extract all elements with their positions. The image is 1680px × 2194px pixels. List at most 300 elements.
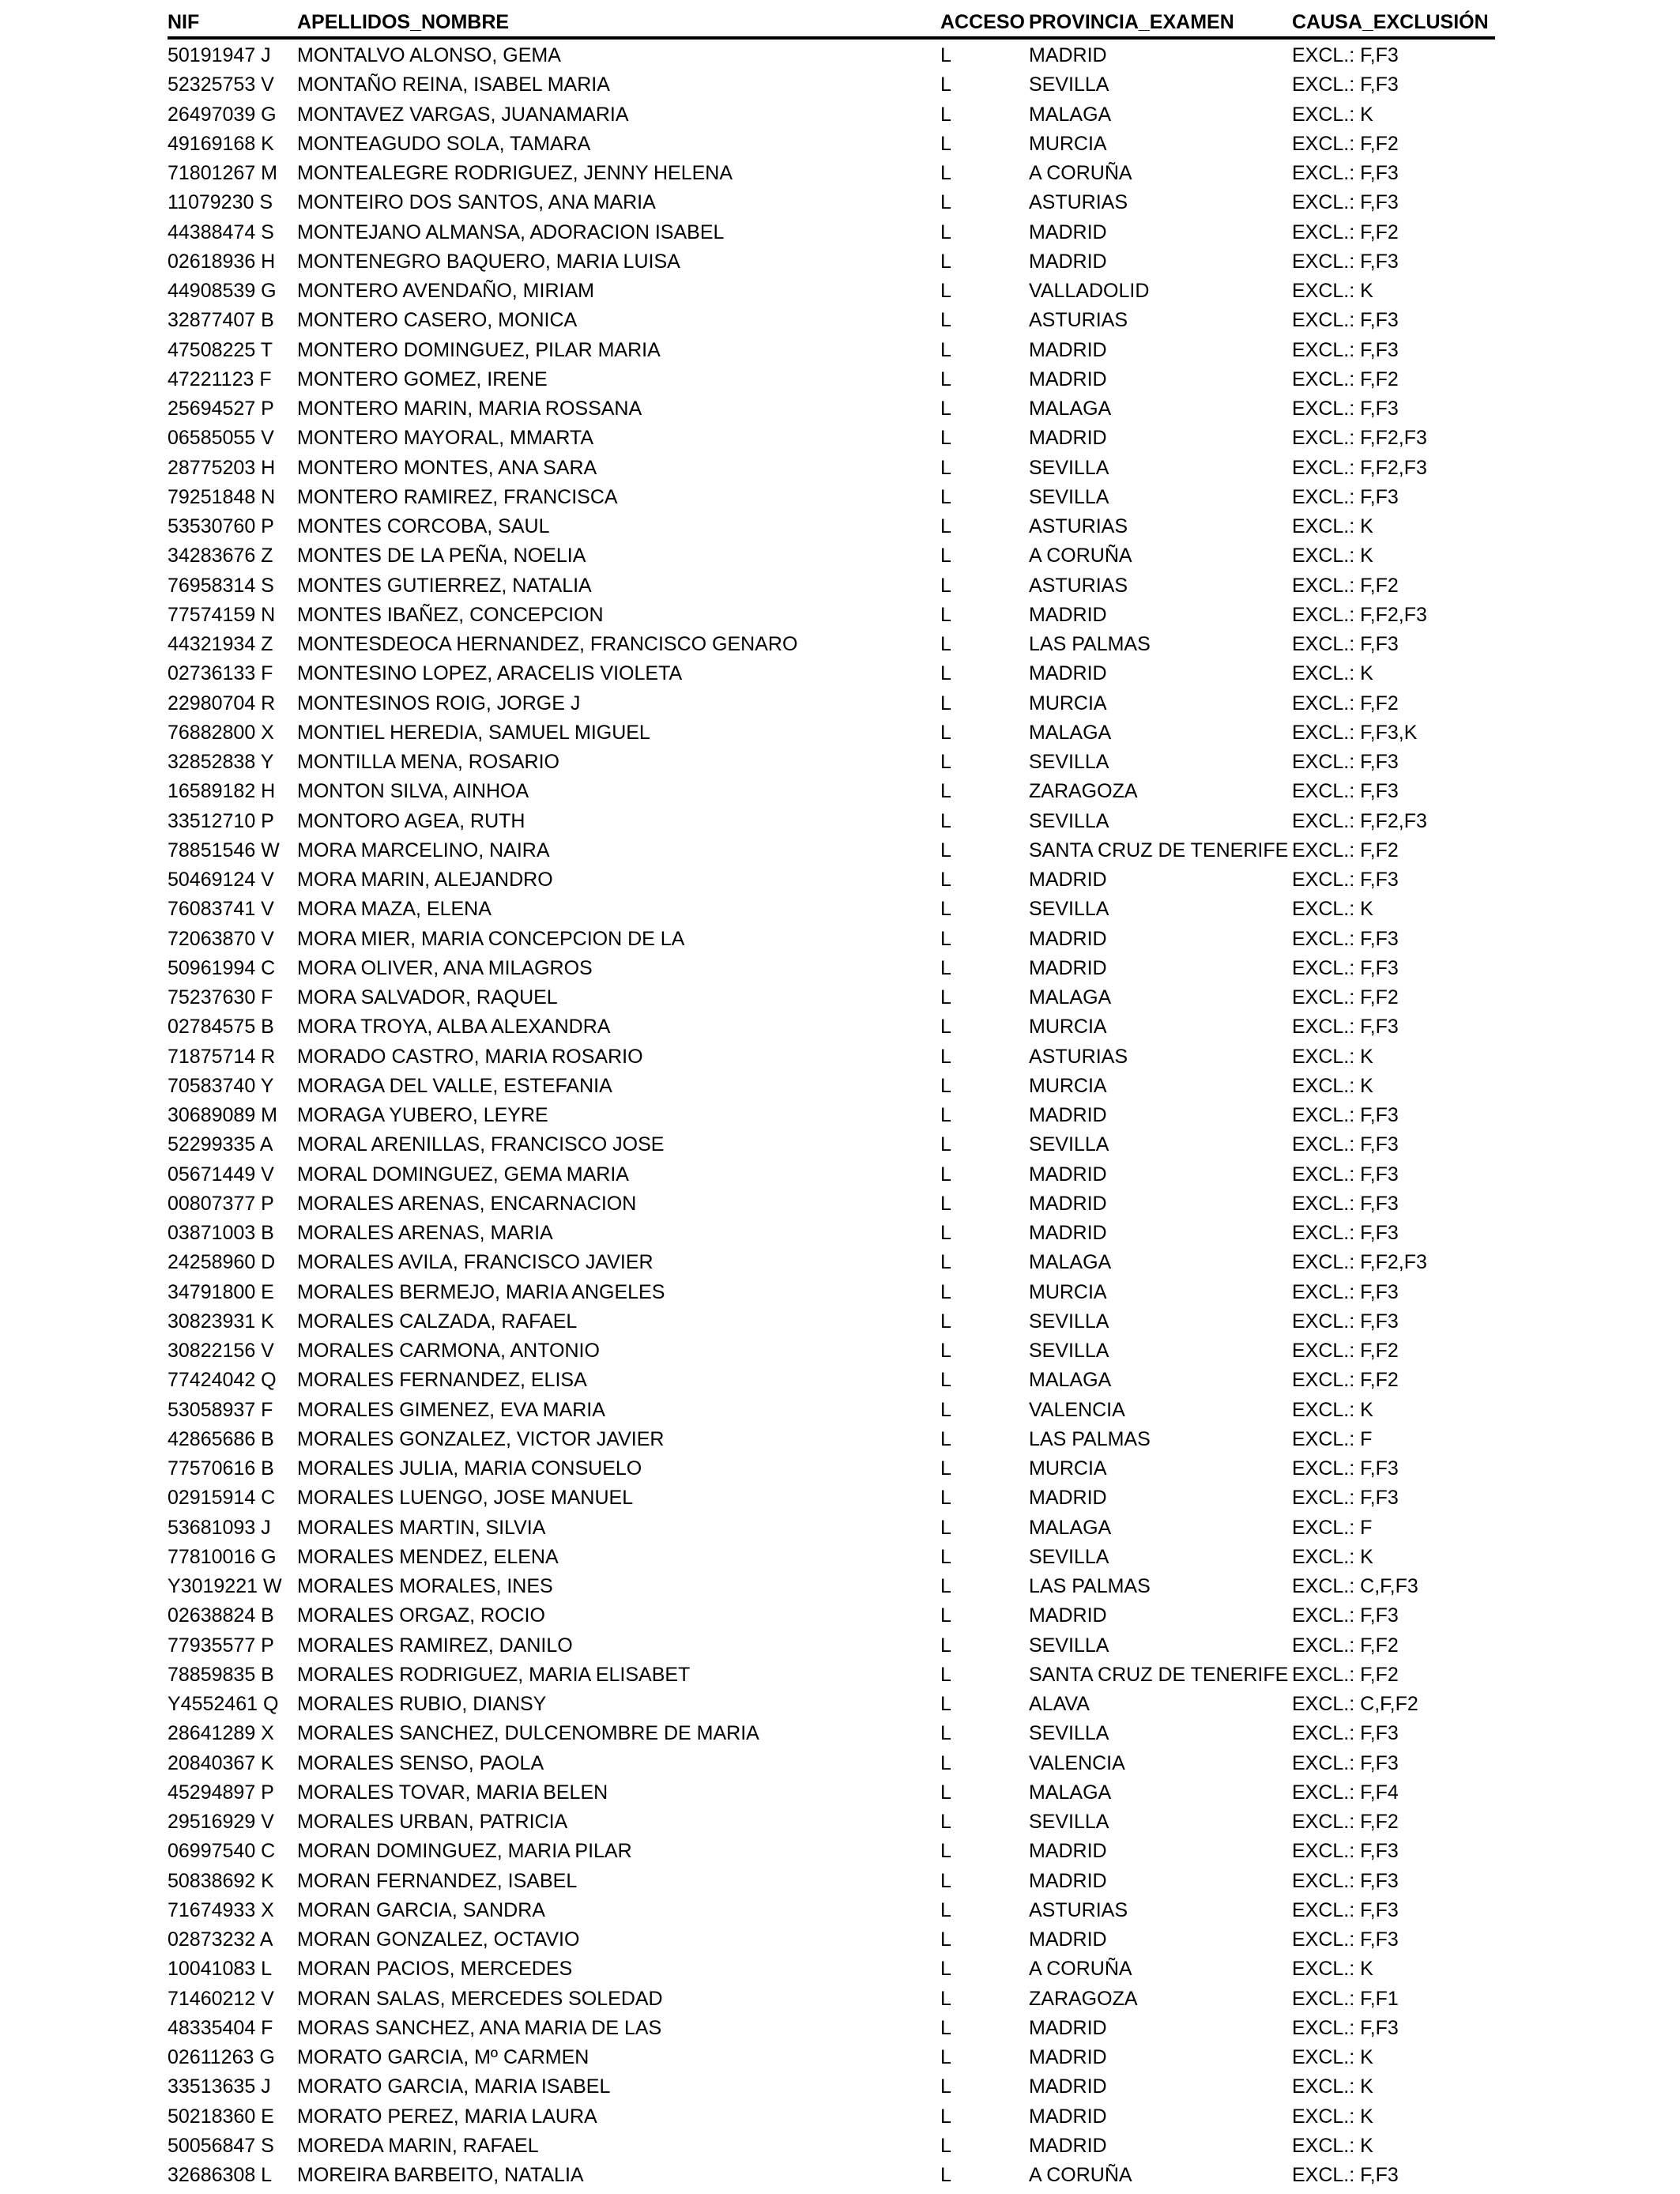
cell-acceso: L — [940, 1634, 951, 1657]
cell-acceso: L — [940, 692, 951, 714]
cell-causa-exclusion: EXCL.: F,F3 — [1292, 927, 1399, 950]
cell-nif: 28641289 X — [168, 1722, 274, 1745]
cell-nif: 06585055 V — [168, 427, 274, 450]
cell-causa-exclusion: EXCL.: F,F2 — [1292, 1634, 1399, 1657]
cell-acceso: L — [940, 1663, 951, 1686]
cell-provincia-examen: MADRID — [1029, 1222, 1107, 1244]
cell-acceso: L — [940, 898, 951, 921]
cell-nif: 53058937 F — [168, 1398, 273, 1421]
cell-causa-exclusion: EXCL.: F,F4 — [1292, 1781, 1399, 1804]
cell-apellidos-nombre: MORALES JULIA, MARIA CONSUELO — [297, 1457, 642, 1480]
table-row — [0, 454, 1680, 483]
cell-causa-exclusion: EXCL.: F,F3 — [1292, 398, 1399, 420]
cell-apellidos-nombre: MONTERO RAMIREZ, FRANCISCA — [297, 485, 618, 508]
cell-apellidos-nombre: MONTENEGRO BAQUERO, MARIA LUISA — [297, 250, 680, 273]
table-row — [0, 541, 1680, 571]
table-row — [0, 159, 1680, 188]
cell-provincia-examen: ASTURIAS — [1029, 574, 1128, 597]
cell-provincia-examen: SEVILLA — [1029, 74, 1109, 96]
cell-nif: 77574159 N — [168, 603, 276, 626]
cell-nif: 03871003 B — [168, 1222, 274, 1244]
table-row — [0, 1572, 1680, 1601]
table-body — [0, 41, 1680, 2190]
cell-nif: 47221123 F — [168, 368, 272, 390]
cell-apellidos-nombre: MONTES DE LA PEÑA, NOELIA — [297, 545, 586, 567]
cell-apellidos-nombre: MORAL ARENILLAS, FRANCISCO JOSE — [297, 1133, 665, 1156]
cell-causa-exclusion: EXCL.: K — [1292, 898, 1373, 921]
cell-causa-exclusion: EXCL.: F,F2 — [1292, 692, 1399, 714]
cell-provincia-examen: A CORUÑA — [1029, 162, 1132, 184]
cell-causa-exclusion: EXCL.: F,F3 — [1292, 633, 1399, 655]
cell-provincia-examen: A CORUÑA — [1029, 2164, 1132, 2186]
cell-acceso: L — [940, 1604, 951, 1627]
cell-acceso: L — [940, 1016, 951, 1039]
cell-provincia-examen: MADRID — [1029, 869, 1107, 891]
cell-provincia-examen: MADRID — [1029, 2016, 1107, 2039]
cell-causa-exclusion: EXCL.: F,F3 — [1292, 2016, 1399, 2039]
cell-acceso: L — [940, 103, 951, 126]
header-nif: NIF — [168, 11, 200, 33]
cell-acceso: L — [940, 1340, 951, 1362]
cell-causa-exclusion: EXCL.: K — [1292, 2105, 1373, 2128]
cell-apellidos-nombre: MORA MAZA, ELENA — [297, 898, 492, 921]
cell-causa-exclusion: EXCL.: F,F3 — [1292, 1310, 1399, 1333]
table-row — [0, 2014, 1680, 2043]
cell-nif: 44388474 S — [168, 221, 274, 243]
cell-nif: 71801267 M — [168, 162, 278, 184]
cell-acceso: L — [940, 1074, 951, 1097]
cell-causa-exclusion: EXCL.: F,F3 — [1292, 1722, 1399, 1745]
cell-acceso: L — [940, 1693, 951, 1715]
table-row — [0, 2161, 1680, 2190]
cell-nif: 34283676 Z — [168, 545, 273, 567]
cell-acceso: L — [940, 280, 951, 302]
table-row — [0, 2043, 1680, 2072]
cell-provincia-examen: MADRID — [1029, 250, 1107, 273]
cell-provincia-examen: MADRID — [1029, 44, 1107, 66]
cell-provincia-examen: MALAGA — [1029, 721, 1112, 744]
cell-causa-exclusion: EXCL.: F,F2,F3 — [1292, 456, 1427, 479]
cell-provincia-examen: SANTA CRUZ DE TENERIFE — [1029, 1663, 1289, 1686]
cell-apellidos-nombre: MORALES ARENAS, MARIA — [297, 1222, 553, 1244]
cell-acceso: L — [940, 250, 951, 273]
cell-provincia-examen: ASTURIAS — [1029, 515, 1128, 537]
cell-provincia-examen: ASTURIAS — [1029, 309, 1128, 332]
cell-causa-exclusion: EXCL.: F,F3 — [1292, 1192, 1399, 1215]
table-row — [0, 1543, 1680, 1572]
cell-causa-exclusion: EXCL.: F,F2 — [1292, 574, 1399, 597]
cell-provincia-examen: MALAGA — [1029, 1369, 1112, 1392]
cell-acceso: L — [940, 1958, 951, 1981]
cell-apellidos-nombre: MOREDA MARIN, RAFAEL — [297, 2134, 539, 2157]
cell-nif: 33513635 J — [168, 2075, 271, 2098]
cell-apellidos-nombre: MORALES GIMENEZ, EVA MARIA — [297, 1398, 605, 1421]
cell-apellidos-nombre: MORAN PACIOS, MERCEDES — [297, 1958, 573, 1981]
table-row — [0, 601, 1680, 630]
cell-apellidos-nombre: MONTAVEZ VARGAS, JUANAMARIA — [297, 103, 629, 126]
cell-provincia-examen: MADRID — [1029, 1104, 1107, 1126]
cell-causa-exclusion: EXCL.: K — [1292, 1545, 1373, 1568]
cell-provincia-examen: MADRID — [1029, 2134, 1107, 2157]
cell-provincia-examen: SEVILLA — [1029, 1545, 1109, 1568]
cell-nif: 76882800 X — [168, 721, 274, 744]
table-row — [0, 2102, 1680, 2132]
table-row — [0, 1719, 1680, 1748]
cell-provincia-examen: MADRID — [1029, 2105, 1107, 2128]
cell-apellidos-nombre: MONTES GUTIERREZ, NATALIA — [297, 574, 592, 597]
table-row — [0, 365, 1680, 394]
cell-acceso: L — [940, 1811, 951, 1833]
cell-nif: 78859835 B — [168, 1663, 274, 1686]
table-row — [0, 247, 1680, 277]
cell-provincia-examen: LAS PALMAS — [1029, 1427, 1151, 1450]
table-row — [0, 1012, 1680, 1042]
cell-acceso: L — [940, 74, 951, 96]
cell-provincia-examen: VALLADOLID — [1029, 280, 1150, 302]
cell-apellidos-nombre: MONTEAGUDO SOLA, TAMARA — [297, 132, 591, 155]
cell-apellidos-nombre: MONTON SILVA, AINHOA — [297, 780, 529, 803]
table-row — [0, 1867, 1680, 1896]
table-row — [0, 630, 1680, 659]
table-row — [0, 512, 1680, 541]
cell-provincia-examen: MADRID — [1029, 662, 1107, 685]
cell-nif: 02784575 B — [168, 1016, 274, 1039]
cell-apellidos-nombre: MORALES FERNANDEZ, ELISA — [297, 1369, 587, 1392]
cell-acceso: L — [940, 44, 951, 66]
cell-acceso: L — [940, 1751, 951, 1774]
cell-nif: 71875714 R — [168, 1045, 276, 1068]
cell-nif: 32852838 Y — [168, 751, 274, 773]
table-row — [0, 130, 1680, 159]
cell-nif: 50469124 V — [168, 869, 274, 891]
table-row — [0, 1454, 1680, 1483]
cell-apellidos-nombre: MONTERO MONTES, ANA SARA — [297, 456, 597, 479]
cell-nif: 78851546 W — [168, 839, 280, 861]
cell-causa-exclusion: EXCL.: F,F2,F3 — [1292, 1251, 1427, 1274]
cell-nif: 71460212 V — [168, 1987, 274, 2010]
cell-causa-exclusion: EXCL.: K — [1292, 1074, 1373, 1097]
cell-provincia-examen: MURCIA — [1029, 1457, 1107, 1480]
cell-nif: 47508225 T — [168, 338, 273, 361]
cell-apellidos-nombre: MONTESINOS ROIG, JORGE J — [297, 692, 581, 714]
cell-nif: 76083741 V — [168, 898, 274, 921]
cell-nif: 02873232 A — [168, 1928, 273, 1951]
cell-causa-exclusion: EXCL.: F,F3,K — [1292, 721, 1418, 744]
cell-nif: 79251848 N — [168, 485, 276, 508]
cell-causa-exclusion: EXCL.: F,F2 — [1292, 368, 1399, 390]
cell-apellidos-nombre: MORALES URBAN, PATRICIA — [297, 1811, 568, 1833]
cell-provincia-examen: MALAGA — [1029, 398, 1112, 420]
table-row — [0, 277, 1680, 306]
cell-nif: 10041083 L — [168, 1958, 273, 1981]
cell-apellidos-nombre: MONTERO MARIN, MARIA ROSSANA — [297, 398, 642, 420]
cell-provincia-examen: MALAGA — [1029, 1516, 1112, 1539]
cell-acceso: L — [940, 1427, 951, 1450]
cell-provincia-examen: MALAGA — [1029, 103, 1112, 126]
cell-acceso: L — [940, 456, 951, 479]
cell-provincia-examen: MADRID — [1029, 1928, 1107, 1951]
cell-provincia-examen: MURCIA — [1029, 1074, 1107, 1097]
cell-acceso: L — [940, 2164, 951, 2186]
cell-provincia-examen: SEVILLA — [1029, 1133, 1109, 1156]
cell-acceso: L — [940, 927, 951, 950]
cell-provincia-examen: MADRID — [1029, 1163, 1107, 1186]
cell-apellidos-nombre: MONTEJANO ALMANSA, ADORACION ISABEL — [297, 221, 725, 243]
cell-causa-exclusion: EXCL.: F,F1 — [1292, 1987, 1399, 2010]
cell-nif: 24258960 D — [168, 1251, 276, 1274]
table-row — [0, 1366, 1680, 1395]
table-row — [0, 483, 1680, 512]
cell-acceso: L — [940, 427, 951, 450]
table-row — [0, 895, 1680, 924]
cell-apellidos-nombre: MORATO GARCIA, Mº CARMEN — [297, 2046, 590, 2068]
cell-nif: 02618936 H — [168, 250, 276, 273]
cell-acceso: L — [940, 309, 951, 332]
cell-nif: 44908539 G — [168, 280, 277, 302]
cell-nif: 70583740 Y — [168, 1074, 274, 1097]
table-row — [0, 1130, 1680, 1159]
table-row — [0, 2072, 1680, 2102]
cell-nif: 50191947 J — [168, 44, 271, 66]
cell-provincia-examen: VALENCIA — [1029, 1398, 1125, 1421]
cell-nif: 33512710 P — [168, 809, 274, 832]
cell-acceso: L — [940, 1487, 951, 1510]
cell-causa-exclusion: EXCL.: K — [1292, 1045, 1373, 1068]
cell-nif: 02638824 B — [168, 1604, 274, 1627]
table-row — [0, 1042, 1680, 1072]
cell-nif: 72063870 V — [168, 927, 274, 950]
table-row — [0, 1307, 1680, 1336]
cell-apellidos-nombre: MORA MARIN, ALEJANDRO — [297, 869, 553, 891]
cell-apellidos-nombre: MORAN SALAS, MERCEDES SOLEDAD — [297, 1987, 663, 2010]
cell-apellidos-nombre: MORALES CARMONA, ANTONIO — [297, 1340, 600, 1362]
table-row — [0, 336, 1680, 365]
cell-nif: 50961994 C — [168, 956, 276, 979]
cell-causa-exclusion: EXCL.: F,F3 — [1292, 1104, 1399, 1126]
cell-acceso: L — [940, 132, 951, 155]
cell-causa-exclusion: EXCL.: F,F3 — [1292, 1280, 1399, 1303]
cell-provincia-examen: SEVILLA — [1029, 1634, 1109, 1657]
cell-acceso: L — [940, 1840, 951, 1863]
cell-apellidos-nombre: MORALES ARENAS, ENCARNACION — [297, 1192, 637, 1215]
cell-nif: 77810016 G — [168, 1545, 277, 1568]
cell-acceso: L — [940, 1192, 951, 1215]
cell-causa-exclusion: EXCL.: K — [1292, 1958, 1373, 1981]
cell-acceso: L — [940, 574, 951, 597]
cell-provincia-examen: SEVILLA — [1029, 898, 1109, 921]
cell-causa-exclusion: EXCL.: K — [1292, 2046, 1373, 2068]
cell-acceso: L — [940, 485, 951, 508]
cell-apellidos-nombre: MONTERO MAYORAL, MMARTA — [297, 427, 594, 450]
cell-provincia-examen: MADRID — [1029, 221, 1107, 243]
table-row — [0, 1072, 1680, 1101]
cell-apellidos-nombre: MONTAÑO REINA, ISABEL MARIA — [297, 74, 610, 96]
cell-causa-exclusion: EXCL.: K — [1292, 515, 1373, 537]
cell-nif: 30823931 K — [168, 1310, 274, 1333]
cell-apellidos-nombre: MORALES LUENGO, JOSE MANUEL — [297, 1487, 634, 1510]
cell-acceso: L — [940, 191, 951, 214]
table-row — [0, 1690, 1680, 1719]
cell-acceso: L — [940, 1898, 951, 1921]
cell-nif: 25694527 P — [168, 398, 274, 420]
cell-causa-exclusion: EXCL.: F,F3 — [1292, 956, 1399, 979]
cell-nif: Y4552461 Q — [168, 1693, 279, 1715]
cell-causa-exclusion: EXCL.: F,F2 — [1292, 221, 1399, 243]
cell-provincia-examen: MURCIA — [1029, 692, 1107, 714]
cell-causa-exclusion: EXCL.: K — [1292, 280, 1373, 302]
table-row — [0, 1749, 1680, 1778]
cell-nif: 50056847 S — [168, 2134, 274, 2157]
cell-apellidos-nombre: MORALES BERMEJO, MARIA ANGELES — [297, 1280, 665, 1303]
cell-apellidos-nombre: MORALES AVILA, FRANCISCO JAVIER — [297, 1251, 654, 1274]
cell-nif: 00807377 P — [168, 1192, 274, 1215]
table-row — [0, 1483, 1680, 1513]
cell-apellidos-nombre: MONTES IBAÑEZ, CONCEPCION — [297, 603, 604, 626]
cell-nif: 53681093 J — [168, 1516, 271, 1539]
cell-causa-exclusion: EXCL.: F,F2 — [1292, 986, 1399, 1008]
cell-acceso: L — [940, 1251, 951, 1274]
cell-nif: 42865686 B — [168, 1427, 274, 1450]
cell-nif: 45294897 P — [168, 1781, 274, 1804]
cell-nif: 02736133 F — [168, 662, 273, 685]
cell-apellidos-nombre: MORAN GARCIA, SANDRA — [297, 1898, 545, 1921]
cell-apellidos-nombre: MONTERO GOMEZ, IRENE — [297, 368, 548, 390]
cell-apellidos-nombre: MORATO PEREZ, MARIA LAURA — [297, 2105, 597, 2128]
cell-nif: 29516929 V — [168, 1811, 274, 1833]
cell-acceso: L — [940, 1104, 951, 1126]
cell-apellidos-nombre: MONTERO AVENDAÑO, MIRIAM — [297, 280, 594, 302]
cell-causa-exclusion: EXCL.: F,F3 — [1292, 1016, 1399, 1039]
cell-causa-exclusion: EXCL.: F,F3 — [1292, 1163, 1399, 1186]
cell-causa-exclusion: EXCL.: F,F2 — [1292, 839, 1399, 861]
cell-apellidos-nombre: MONTESINO LOPEZ, ARACELIS VIOLETA — [297, 662, 683, 685]
cell-causa-exclusion: EXCL.: F,F2,F3 — [1292, 809, 1427, 832]
cell-causa-exclusion: EXCL.: K — [1292, 2134, 1373, 2157]
cell-acceso: L — [940, 1045, 951, 1068]
cell-acceso: L — [940, 869, 951, 891]
cell-acceso: L — [940, 1722, 951, 1745]
cell-acceso: L — [940, 1987, 951, 2010]
table-row — [0, 836, 1680, 865]
table-row — [0, 1160, 1680, 1189]
cell-acceso: L — [940, 398, 951, 420]
cell-apellidos-nombre: MONTORO AGEA, RUTH — [297, 809, 525, 832]
cell-provincia-examen: ZARAGOZA — [1029, 1987, 1138, 2010]
table-row — [0, 70, 1680, 100]
cell-apellidos-nombre: MORALES ORGAZ, ROCIO — [297, 1604, 545, 1627]
table-row — [0, 1601, 1680, 1630]
cell-acceso: L — [940, 1222, 951, 1244]
cell-acceso: L — [940, 2075, 951, 2098]
header-provincia-examen: PROVINCIA_EXAMEN — [1029, 11, 1234, 33]
cell-acceso: L — [940, 162, 951, 184]
table-row — [0, 1661, 1680, 1690]
cell-causa-exclusion: EXCL.: F,F3 — [1292, 1840, 1399, 1863]
table-row — [0, 571, 1680, 601]
cell-causa-exclusion: EXCL.: K — [1292, 2075, 1373, 2098]
table-row — [0, 1808, 1680, 1837]
cell-causa-exclusion: EXCL.: F,F3 — [1292, 780, 1399, 803]
cell-nif: 53530760 P — [168, 515, 274, 537]
cell-apellidos-nombre: MORALES SANCHEZ, DULCENOMBRE DE MARIA — [297, 1722, 759, 1745]
cell-apellidos-nombre: MORADO CASTRO, MARIA ROSARIO — [297, 1045, 643, 1068]
cell-acceso: L — [940, 221, 951, 243]
cell-acceso: L — [940, 1781, 951, 1804]
cell-nif: 20840367 K — [168, 1751, 274, 1774]
cell-apellidos-nombre: MORAL DOMINGUEZ, GEMA MARIA — [297, 1163, 629, 1186]
cell-causa-exclusion: EXCL.: F,F3 — [1292, 338, 1399, 361]
cell-provincia-examen: ZARAGOZA — [1029, 780, 1138, 803]
cell-nif: 32877407 B — [168, 309, 274, 332]
cell-acceso: L — [940, 839, 951, 861]
table-row — [0, 1336, 1680, 1366]
cell-acceso: L — [940, 780, 951, 803]
cell-nif: 76958314 S — [168, 574, 274, 597]
cell-acceso: L — [940, 1928, 951, 1951]
cell-provincia-examen: ALAVA — [1029, 1693, 1090, 1715]
cell-apellidos-nombre: MORA SALVADOR, RAQUEL — [297, 986, 558, 1008]
cell-causa-exclusion: EXCL.: F,F2,F3 — [1292, 603, 1427, 626]
cell-apellidos-nombre: MONTERO DOMINGUEZ, PILAR MARIA — [297, 338, 661, 361]
cell-nif: 49169168 K — [168, 132, 274, 155]
cell-nif: 77935577 P — [168, 1634, 274, 1657]
cell-provincia-examen: SEVILLA — [1029, 1722, 1109, 1745]
table-row — [0, 188, 1680, 217]
cell-causa-exclusion: EXCL.: F,F3 — [1292, 250, 1399, 273]
cell-acceso: L — [940, 809, 951, 832]
cell-causa-exclusion: EXCL.: F,F2 — [1292, 132, 1399, 155]
table-row — [0, 1896, 1680, 1925]
cell-provincia-examen: LAS PALMAS — [1029, 633, 1151, 655]
table-row — [0, 689, 1680, 718]
cell-acceso: L — [940, 1310, 951, 1333]
cell-provincia-examen: MADRID — [1029, 2046, 1107, 2068]
table-row — [0, 41, 1680, 70]
cell-causa-exclusion: EXCL.: F — [1292, 1427, 1373, 1450]
cell-apellidos-nombre: MONTES CORCOBA, SAUL — [297, 515, 550, 537]
table-row — [0, 925, 1680, 954]
cell-nif: 50838692 K — [168, 1869, 274, 1892]
cell-provincia-examen: SEVILLA — [1029, 1340, 1109, 1362]
cell-provincia-examen: A CORUÑA — [1029, 545, 1132, 567]
table-row — [0, 1278, 1680, 1307]
cell-causa-exclusion: EXCL.: F,F3 — [1292, 1487, 1399, 1510]
cell-apellidos-nombre: MORALES TOVAR, MARIA BELEN — [297, 1781, 608, 1804]
cell-causa-exclusion: EXCL.: F,F3 — [1292, 1222, 1399, 1244]
cell-provincia-examen: MADRID — [1029, 1869, 1107, 1892]
cell-apellidos-nombre: MONTIEL HEREDIA, SAMUEL MIGUEL — [297, 721, 650, 744]
cell-acceso: L — [940, 1280, 951, 1303]
cell-apellidos-nombre: MORAN GONZALEZ, OCTAVIO — [297, 1928, 580, 1951]
cell-apellidos-nombre: MORALES MARTIN, SILVIA — [297, 1516, 546, 1539]
cell-apellidos-nombre: MORA MIER, MARIA CONCEPCION DE LA — [297, 927, 685, 950]
cell-nif: 06997540 C — [168, 1840, 276, 1863]
table-row — [0, 954, 1680, 983]
cell-provincia-examen: ASTURIAS — [1029, 1045, 1128, 1068]
cell-provincia-examen: MADRID — [1029, 1840, 1107, 1863]
table-row — [0, 424, 1680, 453]
table-row — [0, 1219, 1680, 1248]
cell-causa-exclusion: EXCL.: F,F3 — [1292, 162, 1399, 184]
table-row — [0, 218, 1680, 247]
cell-provincia-examen: MADRID — [1029, 427, 1107, 450]
table-row — [0, 1514, 1680, 1543]
cell-causa-exclusion: EXCL.: F,F3 — [1292, 1133, 1399, 1156]
table-row — [0, 748, 1680, 777]
cell-apellidos-nombre: MONTEALEGRE RODRIGUEZ, JENNY HELENA — [297, 162, 733, 184]
cell-provincia-examen: LAS PALMAS — [1029, 1575, 1151, 1597]
cell-acceso: L — [940, 1457, 951, 1480]
